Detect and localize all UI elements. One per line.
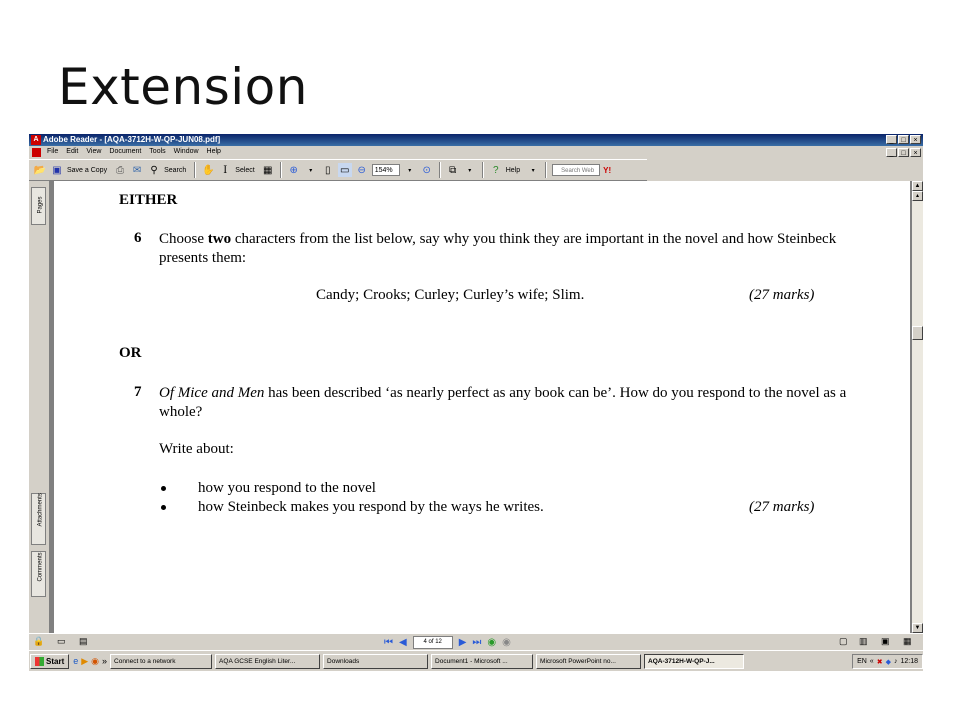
scroll-split-icon[interactable]: ▴ bbox=[912, 191, 923, 201]
facing-layout-icon[interactable]: ▣ bbox=[881, 636, 890, 646]
toolbar-separator bbox=[194, 162, 196, 178]
help-button[interactable]: Help bbox=[505, 166, 521, 174]
chevron-down-icon[interactable]: ▾ bbox=[531, 167, 535, 174]
clock[interactable]: 12:18 bbox=[900, 658, 918, 665]
menu-edit[interactable]: Edit bbox=[66, 148, 79, 155]
either-heading: EITHER bbox=[119, 192, 178, 208]
status-bar bbox=[29, 633, 923, 651]
zoom-in-plus-icon[interactable]: ⊙ bbox=[422, 164, 431, 176]
search-button[interactable]: Search bbox=[164, 166, 187, 174]
comments-tab[interactable] bbox=[31, 551, 46, 597]
zoom-out-icon[interactable]: ⊖ bbox=[357, 164, 366, 176]
taskbar-item-network[interactable]: Connect to a network bbox=[110, 654, 212, 669]
previous-page-icon[interactable]: ◀ bbox=[399, 637, 407, 648]
internet-explorer-icon[interactable]: e bbox=[73, 656, 79, 666]
language-indicator[interactable]: EN bbox=[857, 658, 867, 665]
attachments-tab[interactable] bbox=[31, 493, 46, 545]
menu-tools[interactable]: Tools bbox=[149, 148, 166, 155]
slide-title: Extension bbox=[58, 58, 308, 116]
yahoo-logo[interactable]: Y! bbox=[603, 165, 612, 175]
document-area[interactable] bbox=[50, 181, 912, 633]
zoom-dropdown-icon[interactable]: ▾ bbox=[408, 167, 412, 174]
next-page-icon[interactable]: ▶ bbox=[458, 637, 467, 648]
save-icon[interactable]: ▣ bbox=[52, 164, 62, 176]
go-forward-icon[interactable]: ◉ bbox=[502, 637, 511, 648]
menu-view[interactable]: View bbox=[86, 148, 102, 155]
question-7-text: Of Mice and Men has been described ‘as nearly perfect as any book can be’. How do you respond to the novel as a whole? bbox=[159, 385, 847, 420]
start-button[interactable] bbox=[30, 654, 69, 669]
help-icon[interactable]: ? bbox=[492, 164, 499, 176]
taskbar-item-adobe-reader[interactable]: AQA-3712H-W-QP-J... bbox=[644, 654, 744, 669]
page-layout-icon[interactable]: ⧉ bbox=[449, 164, 457, 176]
security-shield-icon[interactable]: ◆ bbox=[885, 658, 891, 666]
maximize-button[interactable]: □ bbox=[898, 135, 909, 144]
fit-page-icon[interactable]: ▭ bbox=[338, 163, 352, 177]
print-icon[interactable]: ⎙ bbox=[116, 164, 125, 176]
media-player-icon[interactable]: ▶ bbox=[81, 656, 89, 666]
menu-file[interactable]: File bbox=[47, 148, 59, 155]
adobe-reader-icon: A bbox=[31, 135, 41, 145]
toolbar-separator bbox=[439, 162, 441, 178]
binoculars-icon[interactable]: ⚲ bbox=[150, 164, 158, 176]
lock-icon[interactable]: 🔒 bbox=[33, 636, 45, 646]
chevron-down-icon[interactable]: ▾ bbox=[468, 167, 472, 174]
taskbar-item-word-document[interactable]: Document1 - Microsoft ... bbox=[431, 654, 533, 669]
volume-icon[interactable]: ♪ bbox=[893, 658, 898, 665]
attachments-tab-label: Attachments bbox=[37, 493, 44, 527]
firefox-icon[interactable]: ◉ bbox=[91, 656, 100, 666]
single-page-layout-icon[interactable]: ▢ bbox=[839, 636, 848, 646]
question-6-number: 6 bbox=[134, 230, 142, 246]
continuous-layout-icon[interactable]: ▥ bbox=[859, 636, 868, 646]
question-7-number: 7 bbox=[134, 384, 142, 400]
toolbar-separator bbox=[545, 162, 547, 178]
tray-expand-icon[interactable]: « bbox=[869, 658, 874, 665]
doc-close-button[interactable]: × bbox=[910, 148, 921, 157]
document-properties-icon[interactable]: ▤ bbox=[79, 636, 88, 646]
email-icon[interactable]: ✉ bbox=[132, 164, 142, 176]
network-icon[interactable]: ✖ bbox=[876, 658, 883, 666]
actual-size-icon[interactable]: ▯ bbox=[324, 164, 331, 176]
bullet-item: how you respond to the novel bbox=[159, 480, 376, 497]
close-button[interactable]: × bbox=[910, 135, 921, 144]
question-6-text: Choose two characters from the list below, say why you think they are important in the novel and how Steinbeck presents them: bbox=[159, 231, 837, 266]
adobe-reader-window bbox=[29, 134, 923, 671]
first-page-icon[interactable]: ⏮ bbox=[384, 637, 393, 648]
search-web-input[interactable]: Search Web bbox=[552, 164, 600, 176]
navigation-panel bbox=[29, 181, 50, 633]
scroll-down-arrow-icon[interactable]: ▼ bbox=[912, 623, 923, 633]
toolbar-separator bbox=[482, 162, 484, 178]
menu-document[interactable]: Document bbox=[109, 148, 142, 155]
chevron-down-icon[interactable]: ▾ bbox=[309, 167, 313, 174]
scroll-up-arrow-icon[interactable]: ▲ bbox=[912, 181, 923, 191]
bullet-dot bbox=[161, 486, 166, 491]
more-quicklaunch-icon[interactable]: » bbox=[102, 656, 108, 666]
monitor-icon[interactable]: ▭ bbox=[57, 636, 66, 646]
last-page-icon[interactable]: ⏭ bbox=[472, 637, 482, 648]
toolbar bbox=[29, 159, 647, 181]
scrollbar-thumb[interactable] bbox=[912, 326, 923, 340]
window-title: Adobe Reader - [AQA-3712H-W-QP-JUN08.pdf] bbox=[43, 135, 221, 144]
system-tray bbox=[852, 654, 923, 669]
taskbar-item-powerpoint[interactable]: Microsoft PowerPoint no... bbox=[536, 654, 641, 669]
hand-tool-icon[interactable]: ✋ bbox=[202, 164, 215, 176]
doc-minimize-button[interactable]: _ bbox=[886, 148, 897, 157]
pages-tab[interactable] bbox=[31, 187, 46, 225]
toolbar-separator bbox=[280, 162, 282, 178]
windows-taskbar bbox=[29, 650, 923, 671]
minimize-button[interactable]: _ bbox=[886, 135, 897, 144]
taskbar-item-aqa-gcse[interactable]: AQA GCSE English Liter... bbox=[215, 654, 320, 669]
start-label: Start bbox=[46, 657, 65, 666]
menu-bar bbox=[29, 146, 923, 159]
bullet-item: how Steinbeck makes you respond by the ways he writes. bbox=[159, 499, 544, 516]
pdf-page[interactable] bbox=[54, 181, 910, 633]
snapshot-icon[interactable]: ▦ bbox=[263, 164, 273, 176]
continuous-facing-layout-icon[interactable]: ▦ bbox=[903, 636, 912, 646]
pages-tab-label: Pages bbox=[37, 196, 44, 214]
menu-window[interactable]: Window bbox=[173, 148, 199, 155]
zoom-level-input[interactable]: 154% bbox=[372, 164, 400, 176]
zoom-in-icon[interactable]: ⊕ bbox=[289, 164, 298, 176]
write-about-label: Write about: bbox=[159, 441, 234, 457]
character-list: Candy; Crooks; Curley; Curley’s wife; Slim. bbox=[316, 287, 585, 303]
taskbar-item-downloads[interactable]: Downloads bbox=[323, 654, 428, 669]
go-back-icon[interactable]: ◉ bbox=[487, 637, 497, 648]
quick-launch bbox=[73, 656, 107, 667]
bullet-dot bbox=[161, 505, 166, 510]
question-6-marks: (27 marks) bbox=[749, 287, 815, 303]
doc-restore-button[interactable]: □ bbox=[898, 148, 909, 157]
question-7-marks: (27 marks) bbox=[749, 499, 815, 515]
save-copy-button[interactable]: Save a Copy bbox=[67, 166, 108, 174]
window-titlebar[interactable] bbox=[29, 134, 923, 146]
vertical-scrollbar[interactable] bbox=[912, 181, 923, 633]
open-folder-icon[interactable]: 📂 bbox=[33, 164, 47, 176]
menu-help[interactable]: Help bbox=[206, 148, 221, 155]
or-heading: OR bbox=[119, 345, 142, 361]
page-number-input[interactable]: 4 of 12 bbox=[413, 636, 453, 649]
windows-logo-icon bbox=[35, 657, 44, 666]
select-button[interactable]: Select bbox=[235, 166, 255, 174]
document-icon[interactable] bbox=[32, 148, 41, 157]
text-select-icon[interactable]: I bbox=[223, 164, 228, 176]
comments-tab-label: Comments bbox=[37, 552, 44, 582]
